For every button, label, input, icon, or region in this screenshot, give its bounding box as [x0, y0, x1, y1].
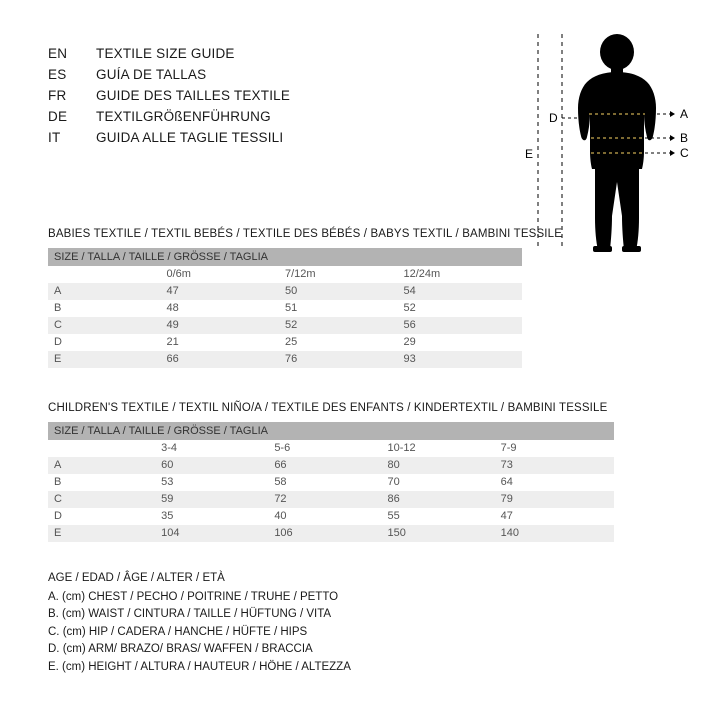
- row-value: 52: [285, 317, 404, 334]
- row-value: 80: [387, 457, 500, 474]
- legend-line-b: B. (cm) WAIST / CINTURA / TAILLE / HÜFTUNG / VITA: [48, 608, 332, 620]
- language-code: FR: [48, 88, 67, 103]
- table-row: [48, 525, 614, 542]
- row-label: C: [48, 317, 167, 334]
- sizes-row-spacer: [48, 266, 167, 283]
- row-value: 66: [167, 351, 286, 368]
- legend-title: AGE / EDAD / ÂGE / ALTER / ETÀ: [48, 572, 225, 584]
- language-title: TEXTILGRÖßENFÜHRUNG: [96, 109, 271, 124]
- children-size-header: SIZE / TALLA / TAILLE / GRÖSSE / TAGLIA: [48, 422, 614, 440]
- measurement-legend: [48, 570, 351, 676]
- table-header-row: [48, 422, 614, 440]
- babies-size-1: 7/12m: [285, 266, 404, 283]
- row-value: 48: [167, 300, 286, 317]
- row-value: 47: [167, 283, 286, 300]
- table-header-row: [48, 248, 522, 266]
- language-row: [48, 46, 468, 67]
- row-value: 35: [161, 508, 274, 525]
- row-value: 140: [501, 525, 614, 542]
- row-value: 64: [501, 474, 614, 491]
- language-code: EN: [48, 46, 68, 61]
- figure-label-b: B: [680, 131, 689, 145]
- row-value: 104: [161, 525, 274, 542]
- row-value: 106: [274, 525, 387, 542]
- row-value: 76: [285, 351, 404, 368]
- language-title-list: [48, 46, 468, 151]
- row-label: D: [48, 334, 167, 351]
- row-value: 66: [274, 457, 387, 474]
- row-value: 70: [387, 474, 500, 491]
- row-value: 72: [274, 491, 387, 508]
- row-label: D: [48, 508, 161, 525]
- table-row: [48, 474, 614, 491]
- row-value: 79: [501, 491, 614, 508]
- sizes-row-spacer: [48, 440, 161, 457]
- language-row: [48, 130, 468, 151]
- table-row: [48, 334, 522, 351]
- table-row: [48, 508, 614, 525]
- language-title: TEXTILE SIZE GUIDE: [96, 46, 235, 61]
- row-value: 55: [387, 508, 500, 525]
- row-value: 86: [387, 491, 500, 508]
- row-value: 73: [501, 457, 614, 474]
- row-value: 21: [167, 334, 286, 351]
- legend-line-c: C. (cm) HIP / CADERA / HANCHE / HÜFTE / HIPS: [48, 625, 308, 638]
- row-label: C: [48, 491, 161, 508]
- language-row: [48, 109, 468, 130]
- table-row: [48, 317, 522, 334]
- table-row: [48, 351, 522, 368]
- legend-line-d: D. (cm) ARM/ BRAZO/ BRAS/ WAFFEN / BRACCIA: [48, 643, 313, 655]
- table-row: [48, 283, 522, 300]
- children-size-table: [48, 422, 614, 542]
- language-code: DE: [48, 109, 68, 124]
- children-size-3: 7-9: [501, 440, 614, 457]
- table-row: [48, 300, 522, 317]
- table-row: [48, 491, 614, 508]
- row-value: 40: [274, 508, 387, 525]
- babies-size-header: SIZE / TALLA / TAILLE / GRÖSSE / TAGLIA: [48, 248, 522, 266]
- language-title: GUIDA ALLE TAGLIE TESSILI: [96, 130, 284, 145]
- row-value: 51: [285, 300, 404, 317]
- child-silhouette: [578, 34, 656, 252]
- language-title: GUÍA DE TALLAS: [96, 67, 207, 82]
- language-row: [48, 88, 468, 109]
- children-section: [48, 402, 672, 542]
- row-value: 25: [285, 334, 404, 351]
- row-label: E: [48, 351, 167, 368]
- row-value: 58: [274, 474, 387, 491]
- row-value: 29: [404, 334, 523, 351]
- row-label: A: [48, 283, 167, 300]
- row-value: 52: [404, 300, 523, 317]
- figure-label-a: A: [680, 107, 689, 121]
- row-value: 53: [161, 474, 274, 491]
- language-title: GUIDE DES TAILLES TEXTILE: [96, 88, 291, 103]
- legend-line-a: A. (cm) CHEST / PECHO / POITRINE / TRUHE / PETTO: [48, 590, 339, 603]
- figure-label-c: C: [680, 146, 689, 160]
- row-value: 47: [501, 508, 614, 525]
- children-section-title: CHILDREN'S TEXTILE / TEXTIL NIÑO/A / TEXTILE DES ENFANTS / KINDERTEXTIL / BAMBINI TESSILE: [48, 402, 608, 414]
- babies-size-table: [48, 248, 522, 368]
- language-code: ES: [48, 67, 67, 82]
- row-label: B: [48, 300, 167, 317]
- row-value: 49: [167, 317, 286, 334]
- row-value: 54: [404, 283, 523, 300]
- children-size-1: 5-6: [274, 440, 387, 457]
- row-value: 93: [404, 351, 523, 368]
- language-row: [48, 67, 468, 88]
- language-code: IT: [48, 130, 61, 145]
- row-label: A: [48, 457, 161, 474]
- table-row: [48, 457, 614, 474]
- row-value: 50: [285, 283, 404, 300]
- babies-sizes-row: [48, 266, 522, 283]
- row-value: 150: [387, 525, 500, 542]
- figure-label-e: E: [525, 147, 534, 161]
- babies-size-0: 0/6m: [167, 266, 286, 283]
- row-value: 56: [404, 317, 523, 334]
- children-size-2: 10-12: [387, 440, 500, 457]
- figure-label-d: D: [549, 111, 558, 125]
- babies-section-title: BABIES TEXTILE / TEXTIL BEBÉS / TEXTILE DES BÉBÉS / BABYS TEXTIL / BAMBINI TESSILE: [48, 228, 563, 240]
- children-size-0: 3-4: [161, 440, 274, 457]
- children-sizes-row: [48, 440, 614, 457]
- babies-section: [48, 228, 672, 368]
- babies-size-2: 12/24m: [404, 266, 523, 283]
- row-label: B: [48, 474, 161, 491]
- row-label: E: [48, 525, 161, 542]
- row-value: 59: [161, 491, 274, 508]
- row-value: 60: [161, 457, 274, 474]
- legend-line-e: E. (cm) HEIGHT / ALTURA / HAUTEUR / HÖHE / ALTEZZA: [48, 660, 351, 673]
